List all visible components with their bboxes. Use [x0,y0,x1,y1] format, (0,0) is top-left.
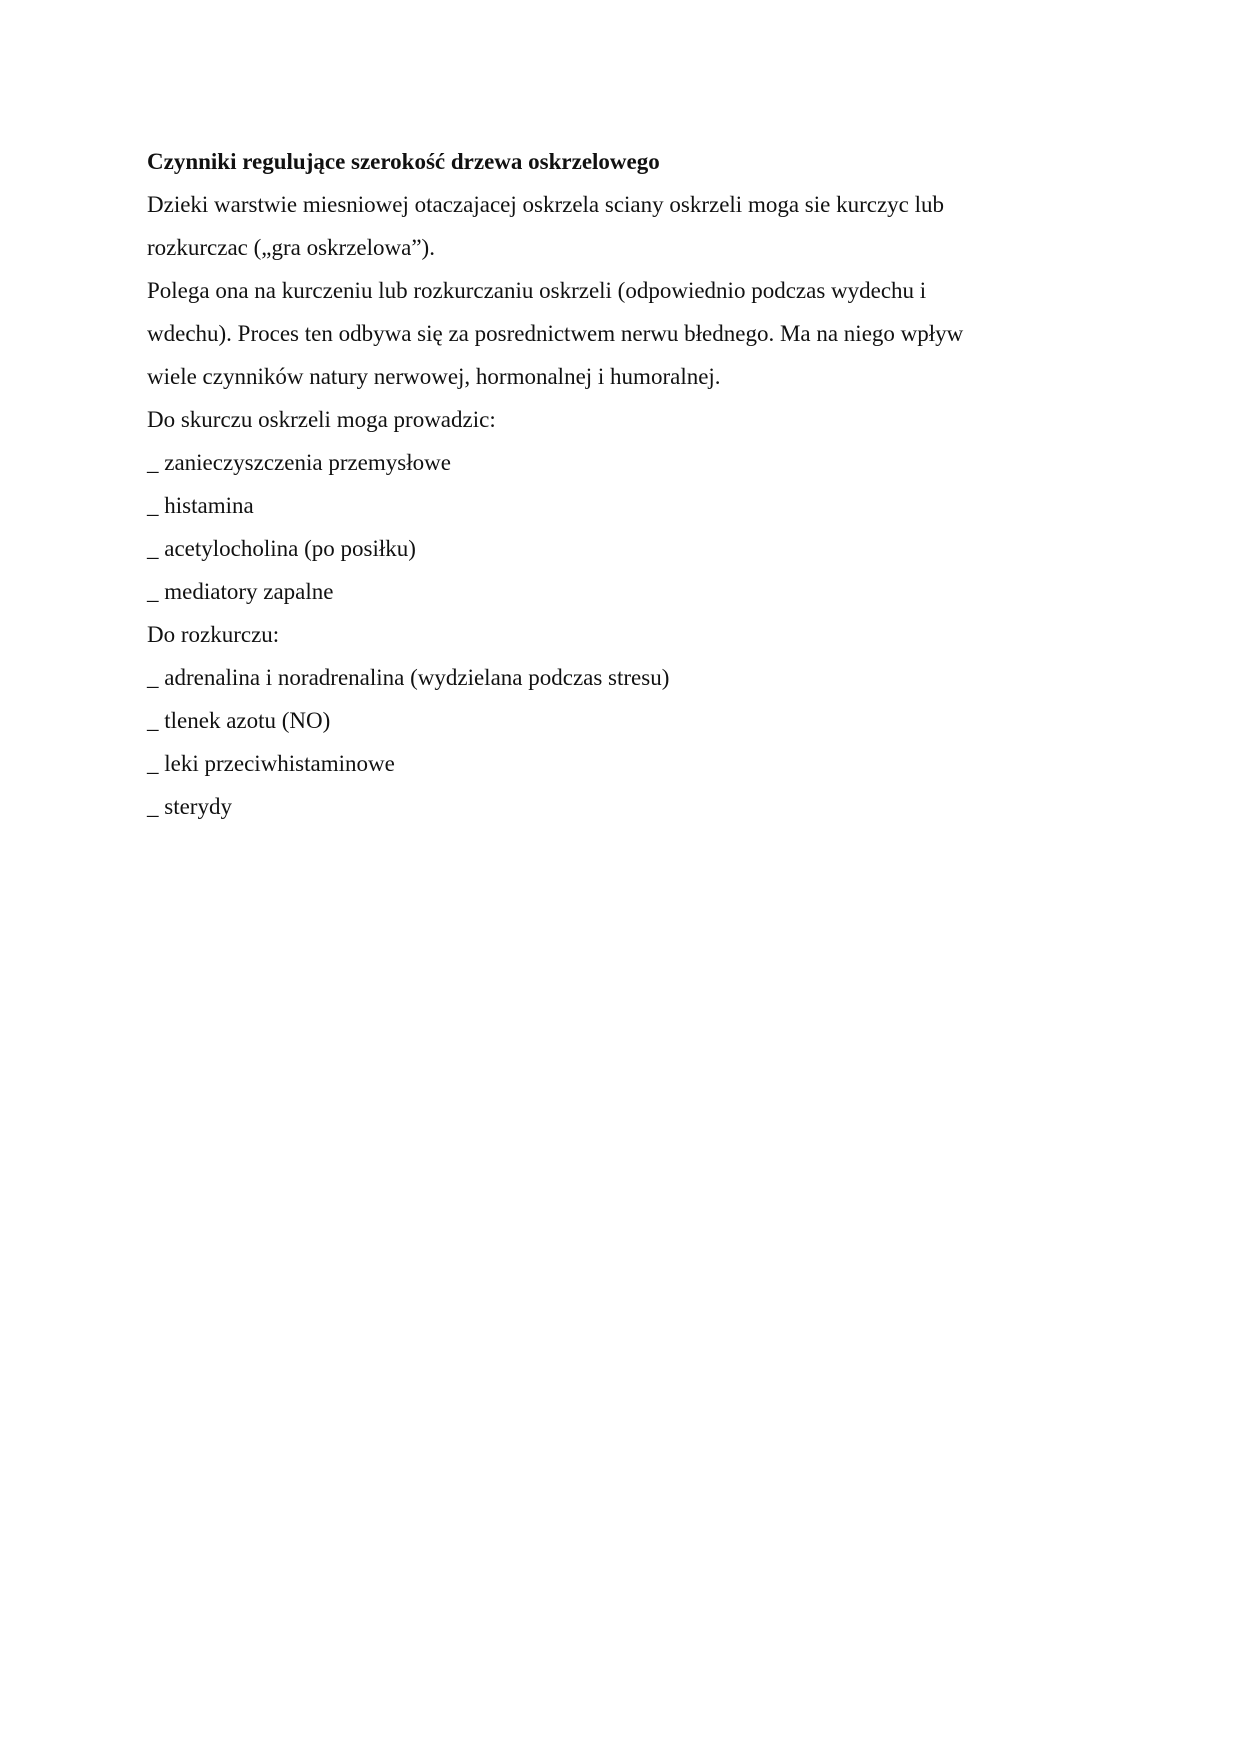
list-item: _ histamina [147,493,254,518]
list-item: _ mediatory zapalne [147,579,334,604]
paragraph-line: wdechu). Proces ten odbywa się za posrednictwem nerwu błednego. Ma na niego wpływ [147,321,964,346]
list-item: _ acetylocholina (po posiłku) [147,536,416,561]
paragraph-line: rozkurczac („gra oskrzelowa”). [147,235,435,260]
paragraph-line: Dzieki warstwie miesniowej otaczajacej oskrzela sciany oskrzeli moga sie kurczyc lub [147,192,945,217]
list-item: _ sterydy [147,794,232,819]
constriction-heading: Do skurczu oskrzeli moga prowadzic: [147,407,496,432]
paragraph-line: Polega ona na kurczeniu lub rozkurczaniu oskrzeli (odpowiednio podczas wydechu i [147,278,927,303]
list-item: _ zanieczyszczenia przemysłowe [147,450,451,475]
paragraph-line: wiele czynników natury nerwowej, hormonalnej i humoralnej. [147,364,721,389]
list-item: _ tlenek azotu (NO) [147,708,331,733]
list-item: _ adrenalina i noradrenalina (wydzielana podczas stresu) [147,665,670,690]
list-item: _ leki przeciwhistaminowe [147,751,395,776]
document-title: Czynniki regulujące szerokość drzewa oskrzelowego [147,149,660,174]
document-page [147,140,1047,828]
dilation-heading: Do rozkurczu: [147,622,280,647]
